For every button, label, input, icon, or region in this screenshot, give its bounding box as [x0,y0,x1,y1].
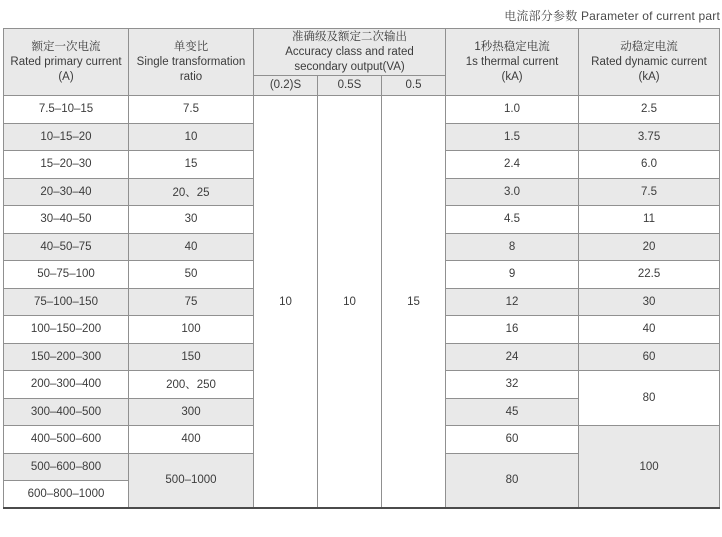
cell-primary-current: 600–800–1000 [4,481,129,509]
cell-thermal-current: 8 [446,233,579,261]
cell-thermal-current: 9 [446,261,579,289]
cell-primary-current: 50–75–100 [4,261,129,289]
cell-primary-current: 200–300–400 [4,371,129,399]
header-single-transformation-ratio [129,29,254,96]
header-dynamic-en: Rated dynamic current [591,55,707,68]
cell-dynamic-current: 30 [579,288,720,316]
cell-primary-current: 15–20–30 [4,151,129,179]
header-thermal-en: 1s thermal current [465,55,559,68]
cell-thermal-current: 12 [446,288,579,316]
table-header [4,29,720,96]
cell-transformation-ratio: 500–1000 [129,453,254,508]
cell-thermal-current: 16 [446,316,579,344]
cell-primary-current: 150–200–300 [4,343,129,371]
header-accuracy-class-05: 0.5 [382,76,446,96]
cell-dynamic-current: 22.5 [579,261,720,289]
current-parameters-table [3,28,720,509]
header-ratio-en2: ratio [179,70,203,83]
cell-primary-current: 400–500–600 [4,426,129,454]
header-accuracy-class-02s: (0.2)S [254,76,318,96]
header-accuracy-en: Accuracy class and rated [285,45,414,58]
header-accuracy-en2: secondary output(VA) [294,60,405,73]
cell-dynamic-current: 7.5 [579,178,720,206]
cell-thermal-current: 1.5 [446,123,579,151]
cell-dynamic-current: 11 [579,206,720,234]
cell-transformation-ratio: 30 [129,206,254,234]
cell-transformation-ratio: 300 [129,398,254,426]
cell-thermal-current: 2.4 [446,151,579,179]
header-dynamic-unit: (kA) [638,70,660,83]
header-ratio-en: Single transformation [136,55,246,68]
header-dynamic-current [579,29,720,96]
cell-dynamic-current: 60 [579,343,720,371]
cell-transformation-ratio: 40 [129,233,254,261]
cell-thermal-current: 60 [446,426,579,454]
cell-accuracy-02s: 10 [254,96,318,509]
cell-dynamic-current: 40 [579,316,720,344]
cell-thermal-current: 1.0 [446,96,579,124]
header-primary-unit: (A) [58,70,74,83]
cell-dynamic-current: 3.75 [579,123,720,151]
cell-primary-current: 20–30–40 [4,178,129,206]
cell-primary-current: 300–400–500 [4,398,129,426]
cell-transformation-ratio: 75 [129,288,254,316]
cell-transformation-ratio: 150 [129,343,254,371]
header-primary-zh: 额定一次电流 [31,40,101,53]
table-body [4,96,720,509]
table-row [4,96,720,124]
header-thermal-current [446,29,579,96]
cell-accuracy-05: 15 [382,96,446,509]
cell-primary-current: 100–150–200 [4,316,129,344]
cell-transformation-ratio: 400 [129,426,254,454]
cell-transformation-ratio: 20、25 [129,178,254,206]
cell-primary-current: 75–100–150 [4,288,129,316]
cell-transformation-ratio: 10 [129,123,254,151]
cell-transformation-ratio: 100 [129,316,254,344]
cell-primary-current: 7.5–10–15 [4,96,129,124]
cell-thermal-current: 4.5 [446,206,579,234]
header-primary-en: Rated primary current [10,55,122,68]
header-accuracy-class-05s: 0.5S [318,76,382,96]
cell-accuracy-05s: 10 [318,96,382,509]
cell-dynamic-current: 100 [579,426,720,509]
header-thermal-unit: (kA) [501,70,523,83]
cell-primary-current: 30–40–50 [4,206,129,234]
header-accuracy-zh: 准确级及额定二次输出 [292,30,408,43]
header-rated-primary-current [4,29,129,96]
cell-thermal-current: 45 [446,398,579,426]
table-title: 电流部分参数 Parameter of current part [504,9,720,23]
cell-dynamic-current: 6.0 [579,151,720,179]
cell-transformation-ratio: 15 [129,151,254,179]
cell-primary-current: 10–15–20 [4,123,129,151]
cell-thermal-current: 24 [446,343,579,371]
cell-dynamic-current: 2.5 [579,96,720,124]
cell-transformation-ratio: 50 [129,261,254,289]
cell-thermal-current: 3.0 [446,178,579,206]
cell-thermal-current: 32 [446,371,579,399]
cell-dynamic-current: 80 [579,371,720,426]
header-dynamic-zh: 动稳定电流 [620,40,678,53]
cell-transformation-ratio: 7.5 [129,96,254,124]
header-thermal-zh: 1秒热稳定电流 [474,40,550,53]
header-ratio-zh: 单变比 [173,40,209,53]
cell-primary-current: 40–50–75 [4,233,129,261]
cell-transformation-ratio: 200、250 [129,371,254,399]
cell-thermal-current: 80 [446,453,579,508]
cell-primary-current: 500–600–800 [4,453,129,481]
header-accuracy-class-group [254,29,446,76]
cell-dynamic-current: 20 [579,233,720,261]
